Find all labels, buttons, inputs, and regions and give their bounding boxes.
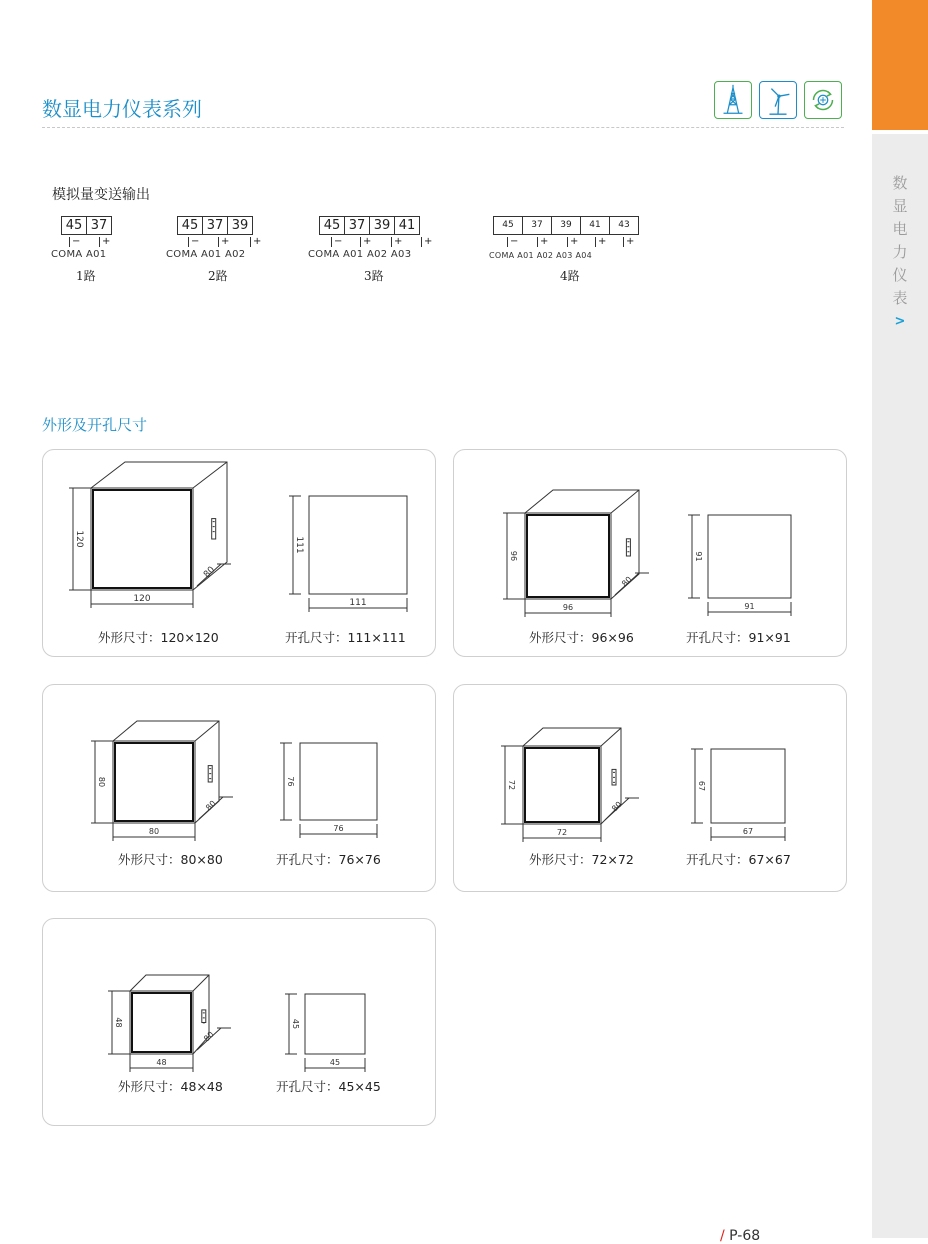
outer-height-label: 120 xyxy=(74,530,84,548)
meter-body-edge xyxy=(193,462,227,488)
outer-size-caption: 外形尺寸：120×120 xyxy=(98,630,219,645)
dimension-drawing xyxy=(43,450,435,656)
meter-front-panel xyxy=(93,490,191,588)
polarity-plus: + xyxy=(363,236,372,247)
cutout-height-label: 91 xyxy=(694,551,703,562)
outer-width-label: 120 xyxy=(133,594,151,604)
side-tab-char: 仪 xyxy=(892,266,908,284)
cutout-square xyxy=(708,515,791,598)
depth-label: 80 xyxy=(204,798,218,813)
meter-front-bezel xyxy=(130,991,193,1054)
polarity-minus: − xyxy=(72,236,81,247)
cutout-width-label: 67 xyxy=(742,827,754,836)
polarity-plus: + xyxy=(626,236,635,247)
terminal-number: 37 xyxy=(203,217,228,234)
polarity-plus: + xyxy=(253,236,262,247)
cutout-width-label: 76 xyxy=(333,824,344,833)
terminal-number: 43 xyxy=(618,220,630,230)
meter-body-edge xyxy=(193,975,209,991)
wind-turbine-icon xyxy=(759,81,797,119)
cutout-size-caption: 开孔尺寸：67×67 xyxy=(686,852,791,867)
meter-front-panel xyxy=(527,515,609,597)
cutout-width-label: 45 xyxy=(329,1058,341,1067)
terminal-number: 45 xyxy=(320,217,345,234)
dimensions-title: 外形及开孔尺寸 xyxy=(42,416,148,434)
terminal-labels: COMA A01 A02 A03 xyxy=(308,249,412,260)
terminal-number: 41 xyxy=(581,217,610,234)
meter-front-bezel xyxy=(113,741,195,823)
outer-height-label: 72 xyxy=(507,779,516,791)
outer-size-caption: 外形尺寸：96×96 xyxy=(529,630,634,645)
cutout-size-caption: 开孔尺寸：76×76 xyxy=(276,852,381,867)
polarity-plus: + xyxy=(570,236,579,247)
dimension-panel xyxy=(42,684,436,892)
side-tab-char: 显 xyxy=(892,197,908,215)
terminal-block-2 xyxy=(177,216,253,235)
header-divider xyxy=(42,127,844,128)
polarity-plus: + xyxy=(540,236,549,247)
terminal-number: 39 xyxy=(552,217,581,234)
side-tab-label[interactable] xyxy=(872,172,928,333)
side-tab-accent xyxy=(872,0,928,130)
outer-width-label: 48 xyxy=(156,1058,167,1067)
meter-front-panel xyxy=(132,993,191,1052)
polarity-minus: − xyxy=(510,236,519,247)
outer-width-label: 80 xyxy=(148,827,160,836)
side-tab-char: 表 xyxy=(892,289,908,307)
cutout-size-caption: 开孔尺寸：45×45 xyxy=(276,1079,381,1094)
analog-output-title: 模拟量变送输出 xyxy=(52,187,150,203)
dimension-panel xyxy=(453,449,847,657)
terminal-labels: COMA A01 A02 xyxy=(166,249,246,260)
route-label: 4路 xyxy=(560,269,580,283)
terminal-labels: COMA A01 A02 A03 A04 xyxy=(489,251,593,260)
oil-rig-icon xyxy=(714,81,752,119)
terminal-block-3 xyxy=(319,216,420,235)
terminal-number: 37 xyxy=(345,217,370,234)
side-tab-char: 电 xyxy=(892,220,908,238)
polarity-plus: + xyxy=(221,236,230,247)
outer-height-label: 80 xyxy=(97,776,106,788)
meter-front-panel xyxy=(525,748,599,822)
outer-size-caption: 外形尺寸：48×48 xyxy=(118,1079,223,1094)
cutout-size-caption: 开孔尺寸：91×91 xyxy=(686,630,791,645)
meter-body-outline xyxy=(113,721,219,823)
page-number: / P-68 xyxy=(720,1228,761,1244)
polarity-plus: + xyxy=(424,236,433,247)
polarity-minus: − xyxy=(191,236,200,247)
meter-body-edge xyxy=(611,490,639,513)
meter-body-edge xyxy=(601,728,621,746)
meter-body-edge xyxy=(195,721,219,741)
terminal-number: 45 xyxy=(494,217,523,234)
eco-recycle-icon xyxy=(804,81,842,119)
cutout-square xyxy=(309,496,407,594)
depth-label: 80 xyxy=(620,574,634,589)
cutout-height-label: 67 xyxy=(697,780,706,792)
cutout-square xyxy=(305,994,365,1054)
polarity-minus: − xyxy=(334,236,343,247)
terminal-labels: COMA A01 xyxy=(51,249,107,260)
route-label: 2路 xyxy=(208,269,228,283)
dimension-panel xyxy=(42,918,436,1126)
outer-size-caption: 外形尺寸：72×72 xyxy=(529,852,634,867)
terminal-number: 39 xyxy=(370,217,395,234)
route-label: 1路 xyxy=(76,269,96,283)
terminal-number: 45 xyxy=(178,217,203,234)
meter-front-bezel xyxy=(523,746,601,824)
depth-label: 80 xyxy=(202,1029,216,1044)
cutout-square xyxy=(711,749,785,823)
cutout-size-caption: 开孔尺寸：111×111 xyxy=(285,630,406,645)
meter-front-bezel xyxy=(91,488,193,590)
cutout-square xyxy=(300,743,377,820)
terminal-block-1 xyxy=(61,216,112,235)
cutout-width-label: 91 xyxy=(744,602,755,611)
cutout-width-label: 111 xyxy=(349,598,367,608)
terminal-number: 41 xyxy=(398,218,416,233)
route-label: 3路 xyxy=(364,269,384,283)
outer-width-label: 72 xyxy=(556,828,568,837)
dimension-panel xyxy=(453,684,847,892)
meter-body-outline xyxy=(523,728,621,824)
dimension-panel xyxy=(42,449,436,657)
cutout-height-label: 76 xyxy=(286,776,295,787)
side-tab-char: 数 xyxy=(892,174,908,192)
depth-label: 80 xyxy=(202,564,218,581)
meter-front-panel xyxy=(115,743,193,821)
outer-height-label: 96 xyxy=(509,550,518,562)
page-title: 数显电力仪表系列 xyxy=(42,97,202,121)
chevron-right-icon[interactable]: > xyxy=(894,314,906,329)
terminal-number: 37 xyxy=(523,217,552,234)
terminal-number: 37 xyxy=(90,218,108,233)
outer-height-label: 48 xyxy=(114,1017,123,1028)
meter-connector xyxy=(202,1010,206,1023)
terminal-number: 45 xyxy=(62,217,87,234)
meter-front-bezel xyxy=(525,513,611,599)
depth-label: 80 xyxy=(610,799,624,814)
cutout-height-label: 45 xyxy=(291,1018,300,1030)
terminal-block-4 xyxy=(493,216,639,235)
polarity-plus: + xyxy=(102,236,111,247)
outer-width-label: 96 xyxy=(562,603,574,612)
outer-size-caption: 外形尺寸：80×80 xyxy=(118,852,223,867)
side-tab-char: 力 xyxy=(892,243,908,261)
dimension-drawing xyxy=(454,450,846,656)
terminal-number: 39 xyxy=(231,218,249,233)
polarity-plus: + xyxy=(598,236,607,247)
polarity-plus: + xyxy=(394,236,403,247)
cutout-height-label: 111 xyxy=(294,536,304,554)
page-number-text: P-68 xyxy=(729,1228,761,1244)
